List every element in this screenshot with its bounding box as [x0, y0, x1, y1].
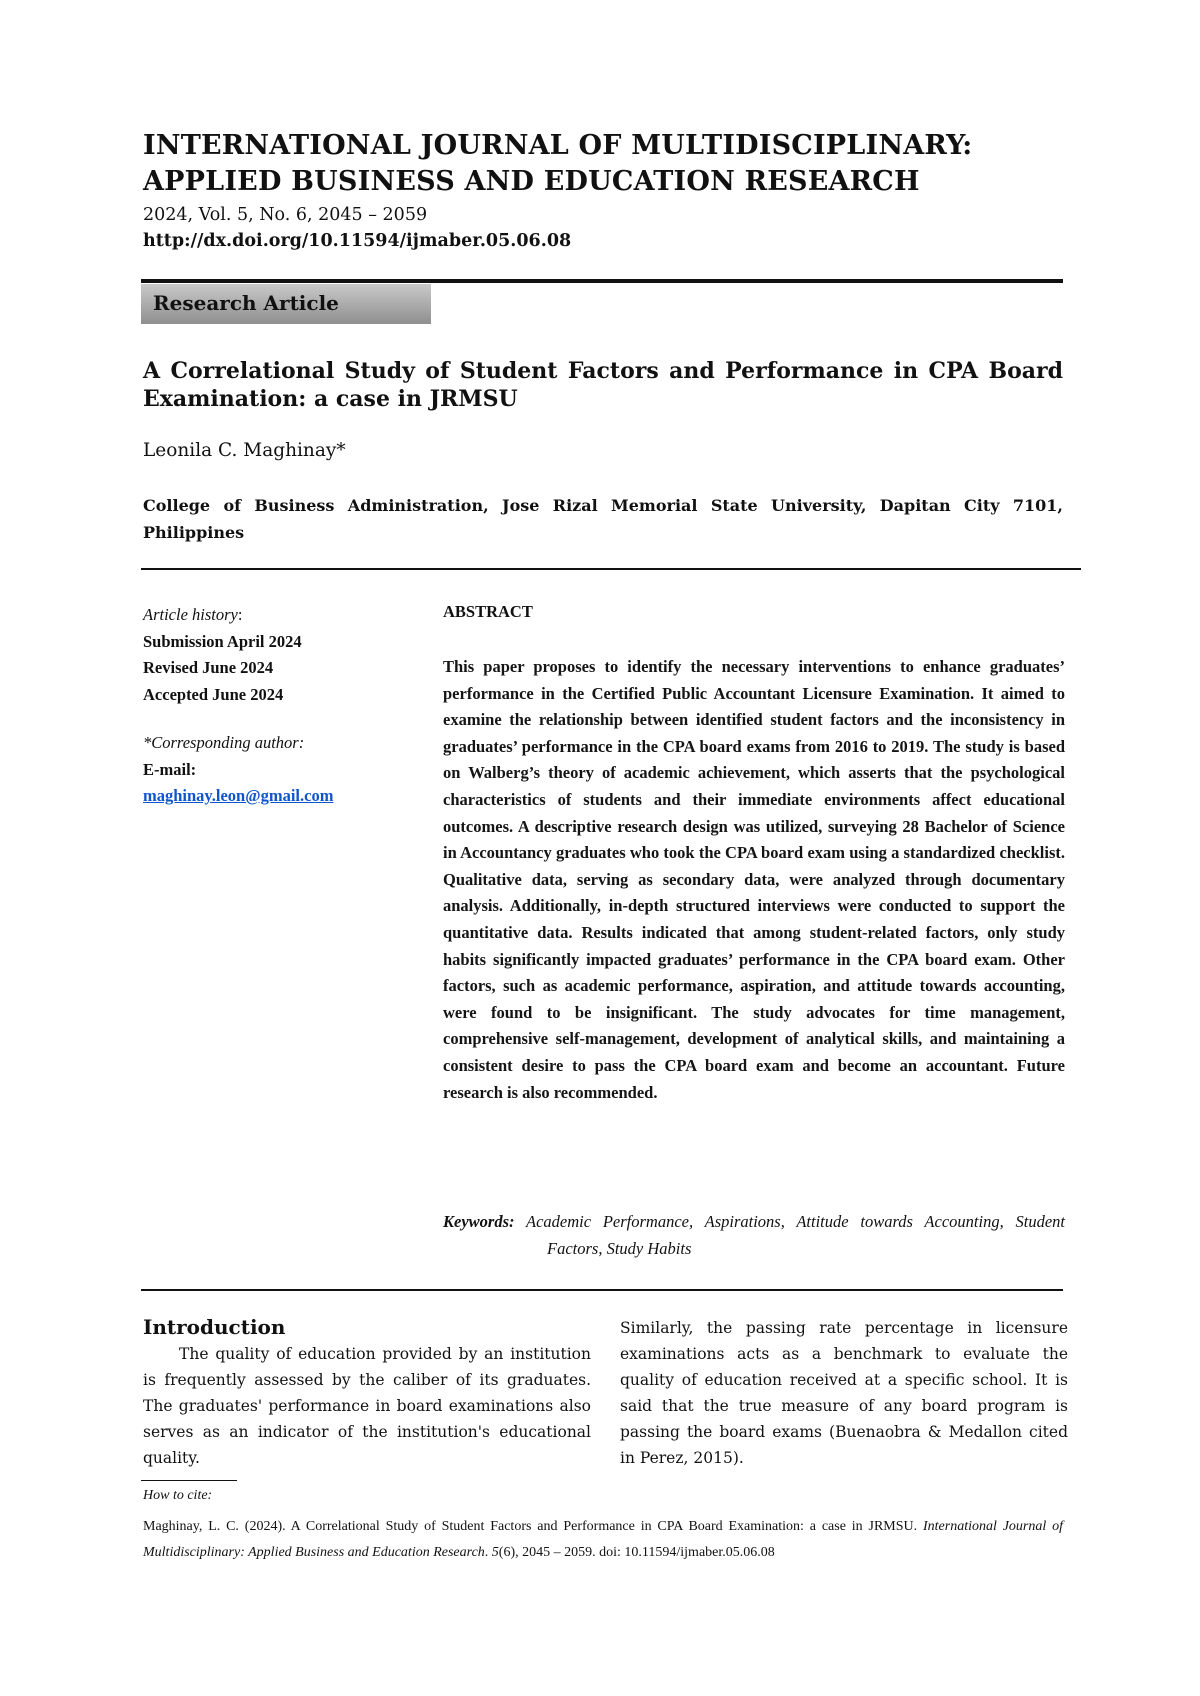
header-rule	[141, 279, 1063, 283]
journal-doi-link[interactable]: http://dx.doi.org/10.11594/ijmaber.05.06.08	[143, 231, 572, 251]
history-label: Article history	[143, 605, 238, 624]
article-type-label: Research Article	[153, 291, 339, 315]
keywords	[443, 1208, 1065, 1262]
author-name: Leonila C. Maghinay*	[143, 440, 346, 461]
introduction-left-column: The quality of education provided by an institution is frequently assessed by the caliber of its graduates. The graduates' performance in board examinations also serves as an indicator of the institution's educational quality.	[143, 1345, 591, 1467]
body-rule	[141, 1289, 1063, 1291]
keywords-list: Academic Performance, Aspirations, Attitude towards Accounting, Student Factors, Study Habits	[526, 1212, 1065, 1258]
article-info-sidebar	[143, 602, 413, 810]
introduction-right-column: Similarly, the passing rate percentage in licensure examinations acts as a benchmark to evaluate the quality of education received at a specific school. It is said that the true measure of any board program is passing the board exams (Buenaobra & Medallon cited in Perez, 2015).	[620, 1319, 1068, 1467]
email-link[interactable]: maghinay.leon@gmail.com	[143, 786, 334, 805]
history-label-line	[143, 602, 413, 629]
citation-start: Maghinay, L. C. (2024). A Correlational Study of Student Factors and Performance in CPA Board Examination: a case in JRMSU.	[143, 1519, 923, 1534]
revised-date: Revised June 2024	[143, 658, 274, 677]
abstract-text: This paper proposes to identify the necessary interventions to enhance graduates’ performance in the Certified Public Accountant Licensure Examination. It aimed to examine the relationship between identified student factors and the inconsistency in graduates’ performance in the CPA board exams from 2016 to 2019. The study is based on Walberg’s theory of academic achievement, which asserts that the psychological characteristics of students and their immediate environments affect educational outcomes. A descriptive research design was utilized, surveying 28 Bachelor of Science in Accountancy graduates who took the CPA board exam using a standardized checklist. Qualitative data, serving as secondary data, were analyzed through documentary analysis. Additionally, in-depth structured interviews were conducted to support the quantitative data. Results indicated that among student-related factors, only study habits significantly impacted graduates’ performance in the CPA board exam. Other factors, such as academic performance, aspiration, and attitude towards accounting, were found to be insignificant. The study advocates for time management, comprehensive self-management, development of analytical skills, and maintaining a consistent desire to pass the CPA board exam and become an accountant. Future research is also recommended.	[443, 657, 1065, 1102]
article-title: A Correlational Study of Student Factors and Performance in CPA Board Examination: a case in JRMSU	[143, 358, 1063, 412]
journal-title: INTERNATIONAL JOURNAL OF MULTIDISCIPLINARY: APPLIED BUSINESS AND EDUCATION RESEARCH	[143, 130, 973, 197]
citation-journal: International Journal of Multidisciplinary: Applied Business and Education Research	[143, 1519, 1063, 1560]
accepted-date: Accepted June 2024	[143, 684, 284, 704]
citation-volume: 5	[491, 1545, 499, 1560]
abstract-heading: ABSTRACT	[443, 602, 533, 621]
how-to-cite-text	[143, 1514, 1063, 1566]
journal-meta	[143, 202, 571, 254]
citation-end: (6), 2045 – 2059. doi: 10.11594/ijmaber.05.06.08	[498, 1545, 775, 1560]
article-type-banner	[141, 284, 431, 324]
how-to-cite-label: How to cite:	[143, 1488, 213, 1503]
history-colon: :	[237, 605, 243, 624]
author-affiliation: College of Business Administration, Jose Rizal Memorial State University, Dapitan City 7101, Philippines	[143, 496, 1063, 542]
footnote-rule	[141, 1480, 237, 1481]
submission-date: Submission April 2024	[143, 631, 302, 651]
citation-dot: .	[484, 1545, 492, 1560]
sidebar-spacer	[143, 708, 413, 730]
corresponding-label: *Corresponding author:	[143, 733, 305, 752]
introduction-heading: Introduction	[143, 1315, 286, 1339]
journal-citation: 2024, Vol. 5, No. 6, 2045 – 2059	[143, 205, 428, 225]
email-label: E-mail:	[143, 759, 197, 779]
keywords-label: Keywords:	[443, 1212, 515, 1231]
section-rule	[141, 568, 1081, 570]
